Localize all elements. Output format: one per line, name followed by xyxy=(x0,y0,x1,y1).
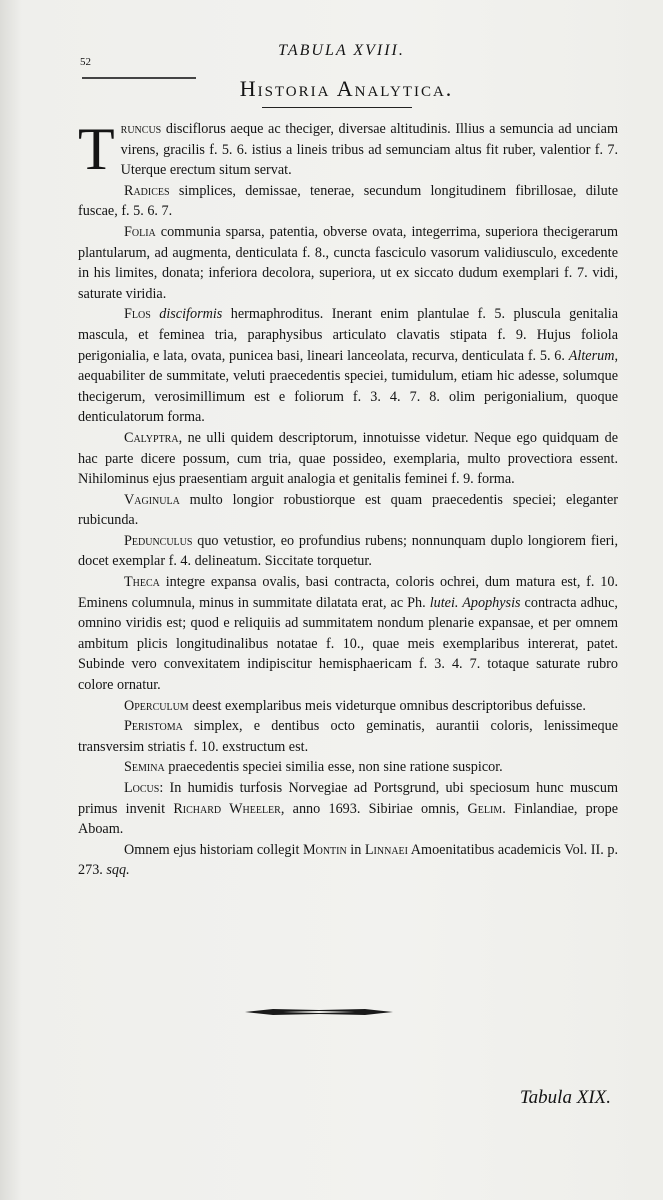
lead-word: Radices xyxy=(124,182,170,199)
paragraph-text: : In humidis turfosis Norvegiae ad Portsgrund, ubi speciosum hunc muscum primus invenit xyxy=(78,780,618,817)
paragraph-folia xyxy=(78,222,618,304)
paragraph-text: disciflorus aeque ac theciger, diversae altitudinis. Illius a semuncia ad unciam virens, gracilis f. 5. 6. istius a lineis tribus ad semunciam altus fit ruber, valentior f. 7. Uterque erectum situm servat. xyxy=(120,121,618,179)
paragraph-text: Amoenitatibus academicis Vol. II. p. 273. xyxy=(78,841,619,879)
lead-word: Vaginula xyxy=(124,491,180,508)
paragraph-text: simplex, e dentibus octo geminatis, aurantii coloris, lenissimeque transversim striatis f. 10. exstructum est. xyxy=(78,718,618,755)
paragraph-text: quo vetustior, eo profundius rubens; nonnunquam duplo longiorem fieri, docet exemplar f. 4. delineatum. Siccitate torquetur. xyxy=(78,532,618,570)
italic-term: sqq. xyxy=(106,862,130,879)
lead-word: Theca xyxy=(124,574,160,591)
paragraph-vaginula xyxy=(78,490,618,531)
person-name: Montin xyxy=(302,841,347,858)
lead-word: Operculum xyxy=(124,697,189,714)
paragraph-flos xyxy=(78,304,618,428)
person-name: Linnaei xyxy=(364,841,408,858)
paragraph-text: Omnem ejus historiam collegit xyxy=(124,841,303,858)
paragraph-text: , anno 1693. Sibiriae omnis, xyxy=(280,800,468,817)
paragraph-radices xyxy=(78,181,618,222)
paragraph-historia xyxy=(78,840,618,881)
drop-cap: T xyxy=(78,116,115,182)
text-body xyxy=(78,116,619,881)
paragraph-text: communia sparsa, patentia, obverse ovata, integerrima, superiora thecigerarum plantularum, ad augmenta, denticulata f. 8., cuncta fasciculo vasorum validiusculo, excedente in his limites, donata; inferiora decolora, superiora, ut ex siccato dudum exemplari f. 7. vidi, saturate viridia. xyxy=(78,223,618,302)
catchword: Tabula XIX. xyxy=(519,1087,611,1108)
paragraph-text: contracta adhuc, omnino viridis est; quod e reliquiis ad summitatem nondum plenarie expansae, et per omnem ambitum plicis longitudinalibus notatae f. 10., quae meis exemplaribus intererat, patet. Subinde vero convexitatem indipiscitur hemisphaericam f. 3. 4. 7. totaque saturate rubro colore ornatur. xyxy=(78,594,618,694)
paragraph-text: , aequabiliter de summitate, veluti praecedentis speciei, tumidulum, etiam hic adesse, solumque thecigerum, verosimillimum est e foliorum f. 3. 4. 7. 8. olim perigonialium, quoque denticulatorum forma. xyxy=(78,347,618,426)
end-ornament xyxy=(243,1005,395,1019)
lead-word: Peristoma xyxy=(124,718,183,735)
paragraph-peristoma xyxy=(78,716,618,757)
italic-term: Alterum xyxy=(568,347,615,364)
paragraph-text: integre expansa ovalis, basi contracta, coloris ochrei, dum matura est, f. 10. Eminens columnula, minus in summitate dilatata erat, ac Ph. xyxy=(78,574,618,611)
paragraph-text: simplices, demissae, tenerae, secundum longitudinem fibrillosae, dilute fuscae, f. 5. 6. 7. xyxy=(78,182,618,220)
paragraph-pedunculus xyxy=(78,531,618,572)
paragraph-text: multo longior robustiorque est quam praecedentis speciei; eleganter rubicunda. xyxy=(78,491,618,529)
person-name: Richard Wheeler xyxy=(173,800,281,817)
paragraph-locus xyxy=(78,778,618,840)
lead-word: Calyptra xyxy=(124,429,179,446)
lead-word: Folia xyxy=(124,223,156,240)
paragraph-truncus xyxy=(78,116,618,182)
page-number: 52 xyxy=(80,56,91,68)
paragraph-text: , ne ulli quidem descriptorum, innotuisse videtur. Neque ego quidquam de hac parte dicere possum, cum tria, quae possideo, exemplaria, multo provectiora essent. Nihilominus ejus praesentiam arguit analogia et genitalis feminei f. 9. forma. xyxy=(78,429,618,488)
lead-word: runcus xyxy=(120,121,162,137)
running-head: TABULA XVIII. xyxy=(278,42,405,59)
section-title: Historia Analytica. xyxy=(239,76,454,101)
italic-term: lutei. Apophysis xyxy=(429,594,521,611)
lead-word: Flos xyxy=(124,306,151,323)
lead-word: Locus xyxy=(124,780,160,796)
italic-term: disciformis xyxy=(159,306,223,323)
paragraph-operculum xyxy=(78,696,618,717)
paragraph-theca xyxy=(78,572,618,696)
person-name: Gelim. xyxy=(467,800,506,817)
paragraph-semina xyxy=(78,757,618,778)
lead-word: Semina xyxy=(124,759,165,776)
title-underline xyxy=(262,107,412,108)
paragraph-calyptra xyxy=(78,428,618,490)
paragraph-text: deest exemplaribus meis videturque omnibus descriptoribus defuisse. xyxy=(188,697,586,714)
paragraph-text: Finlandiae, prope Aboam. xyxy=(78,800,618,838)
lead-word: Pedunculus xyxy=(124,532,193,549)
paragraph-text: hermaphroditus. Inerant enim plantulae f. 5. pluscula genitalia mascula, et feminea tria, paraphysibus articulato clavatis stipata f. 9. Hujus foliola perigonialia, e lata, ovata, punicea basi, lineari lanceolata, recurva, denticulata f. 5. 6. xyxy=(78,306,619,364)
paragraph-text: praecedentis speciei similia esse, non sine ratione suspicor. xyxy=(164,759,503,776)
paragraph-text: in xyxy=(346,841,365,858)
